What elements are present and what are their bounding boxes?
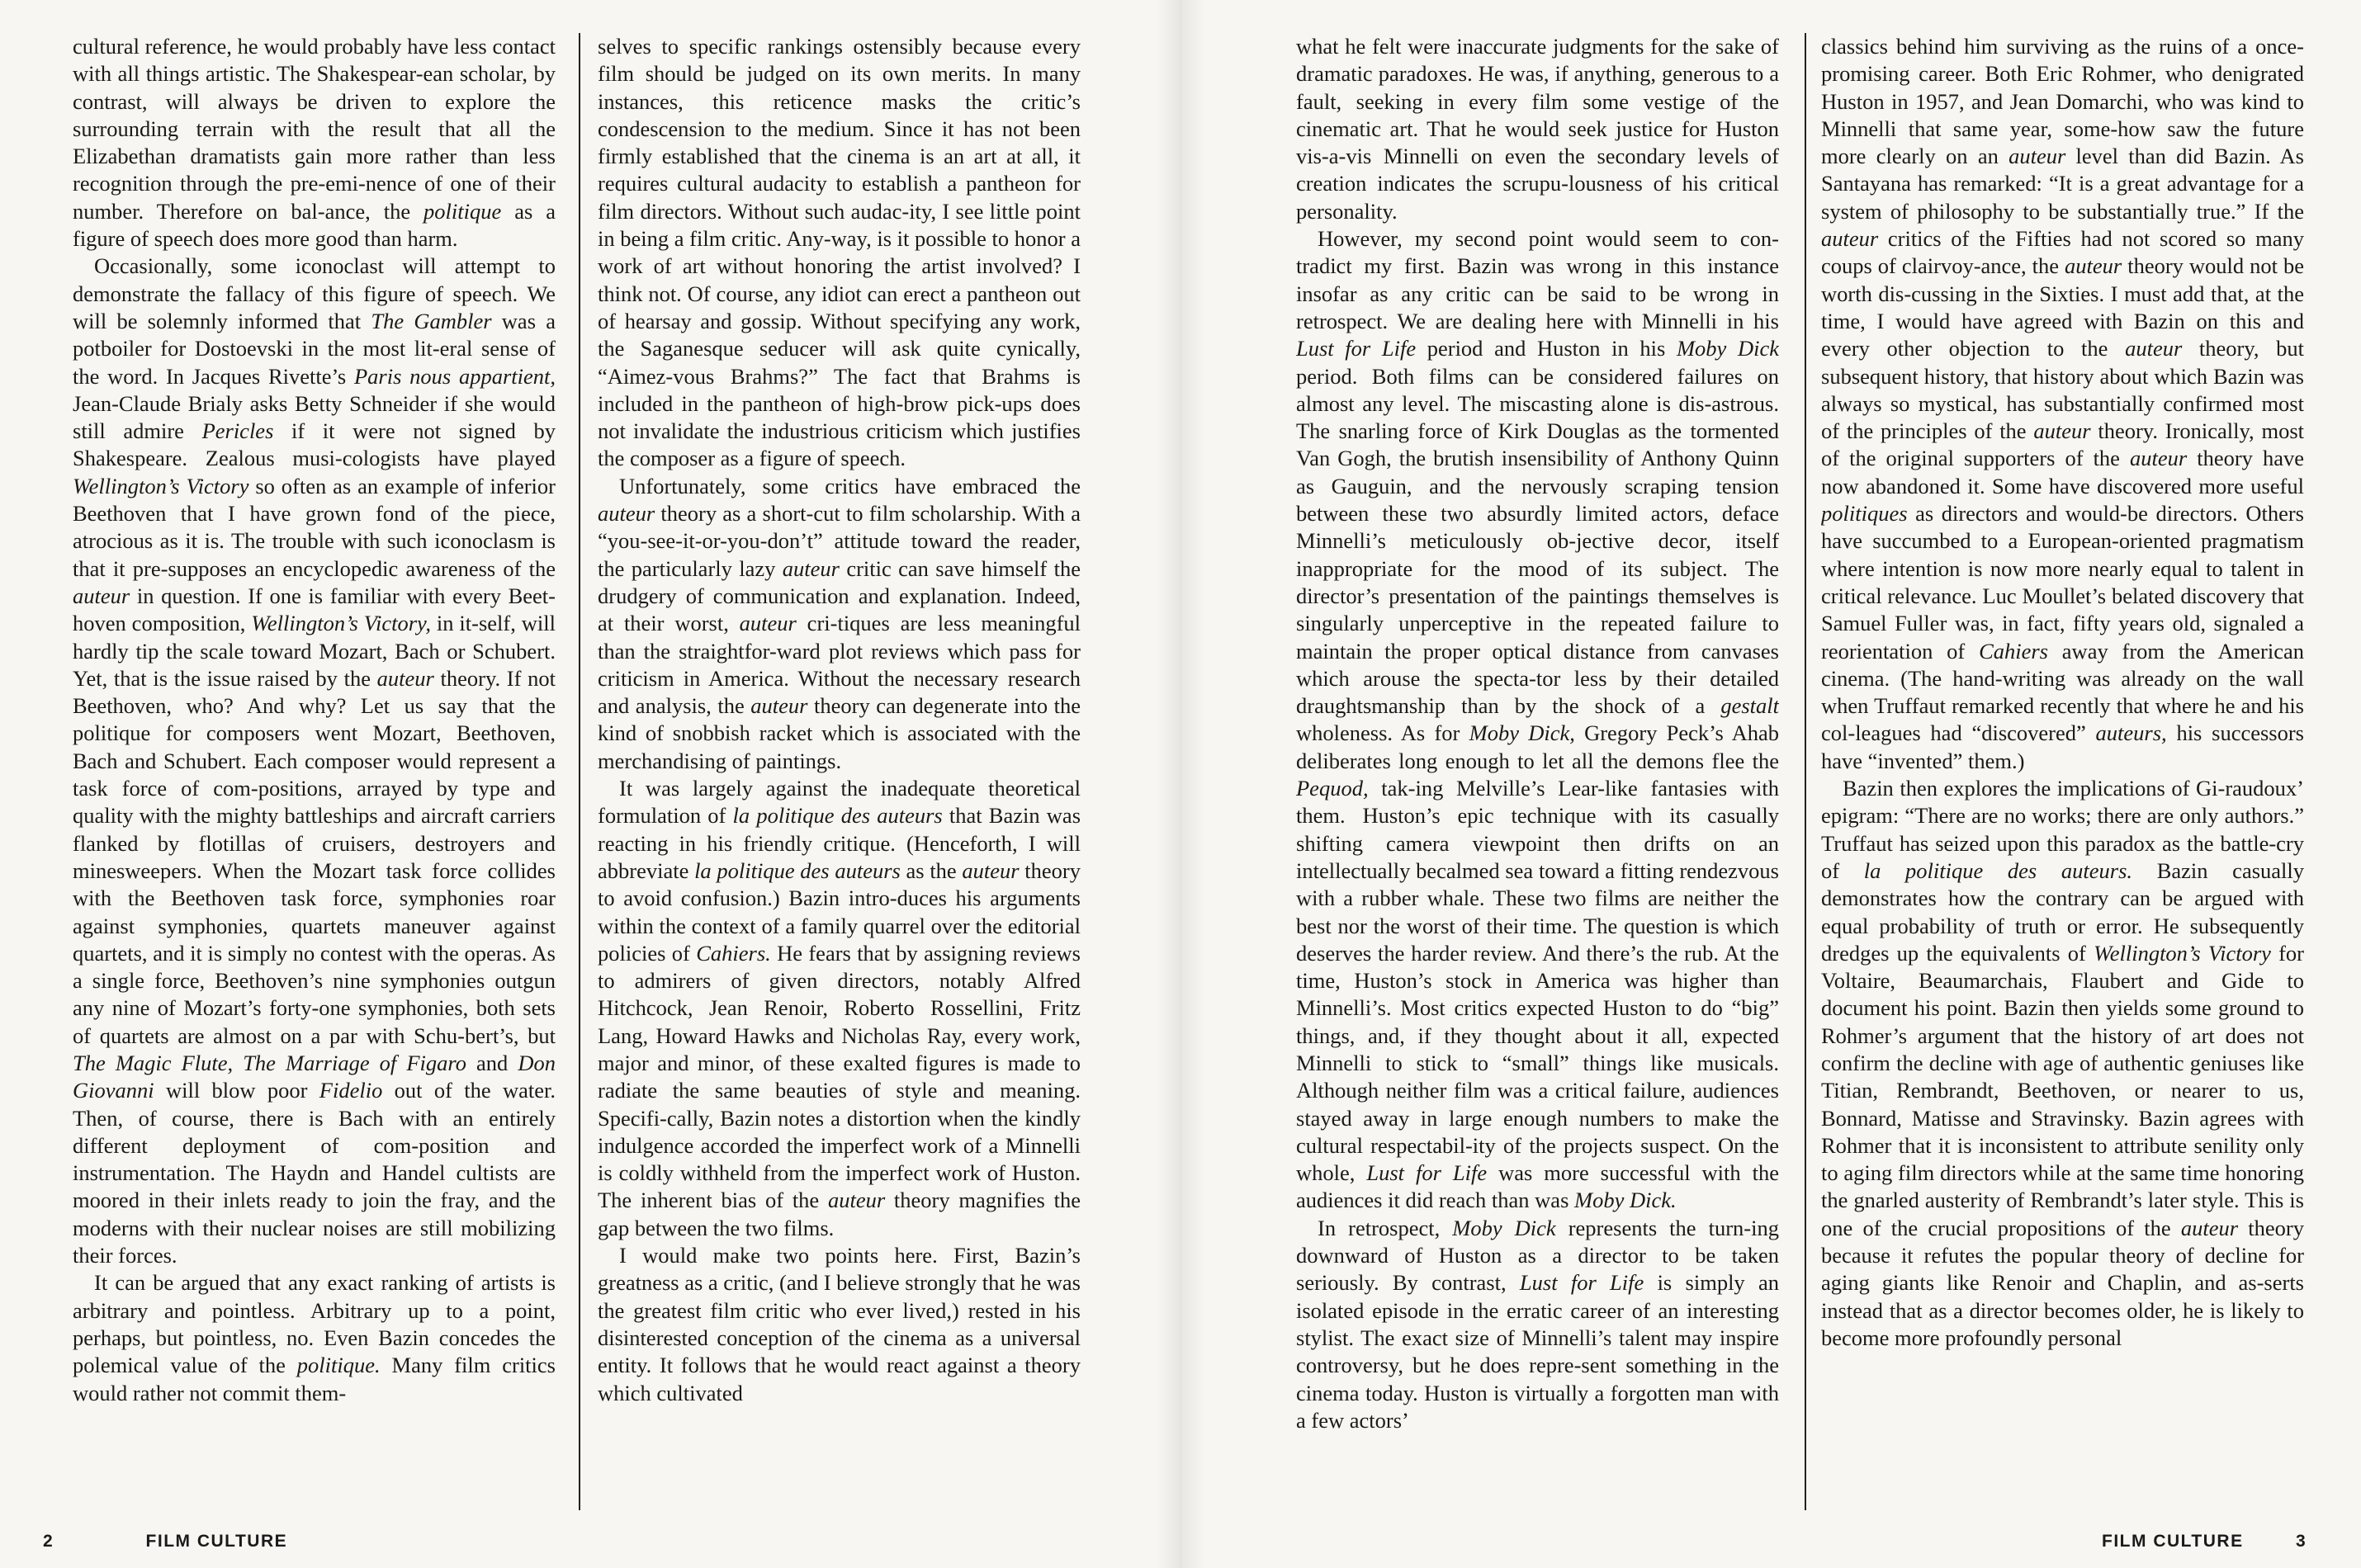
right-page [1180, 0, 2361, 1568]
paragraph: However, my second point would seem to con-tradict my first. Bazin was wrong in this instance insofar as any critic can be said to be wrong in retrospect. We are dealing here with Minnelli in his Lust for Life period and Huston in his Moby Dick period. Both films can be considered failures on almost any level. The miscasting alone is dis-astrous. The snarling force of Kirk Douglas as the tormented Van Gogh, the brutish insensibility of Anthony Quinn as Gauguin, and the nervously scraping tension between these two absurdly limited actors, deface Minnelli’s meticulously ob-jective decor, itself inappropriate for the mood of its subject. The director’s presentation of the paintings themselves is singularly unperceptive in the repeated failure to maintain the proper optical distance from canvases which arouse the specta-tor less by their detailed draughtsmanship than by the shock of a gestalt wholeness. As for Moby Dick, Gregory Peck’s Ahab deliberates long enough to let all the demons flee the Pequod, tak-ing Melville’s Lear-like fantasies with them. Huston’s epic technique with its casually shifting camera viewpoint then drifts on an intellectually becalmed sea toward a fitting rendezvous with a rubber whale. These two films are neither the best nor the worst of their time. The question is which deserves the harder review. And there’s the rub. At the time, Huston’s stock in America was higher than Minnelli’s. Most critics expected Huston to do “big” things, and, if they thought about it all, expected Minnelli to stick to “small” things like musicals. Although neither film was a critical failure, audiences stayed away in large enough numbers to make the cultural respectabil-ity of the projects suspect. On the whole, Lust for Life was more successful with the audiences it did reach than was Moby Dick. [1296, 226, 1779, 1213]
paragraph: Occasionally, some iconoclast will attempt to demonstrate the fallacy of this figure of speech. We will be solemnly informed that The Gambler was a potboiler for Dostoevski in the most lit-eral sense of the word. In Jacques Rivette’s Paris nous appartient, Jean-Claude Brialy asks Betty Schneider if she would still admire Pericles if it were not signed by Shakespeare. Zealous musi-cologists have played Wellington’s Victory so often as an example of inferior Beethoven that I have grown fond of the piece, atrocious as it is. The trouble with such iconoclasm is that it pre-supposes an encyclopedic awareness of the auteur in question. If one is familiar with every Beet-hoven composition, Wellington’s Victory, in it-self, will hardly tip the scale toward Mozart, Bach or Schubert. Yet, that is the issue raised by the auteur theory. If not Beethoven, who? And why? Let us say that the politique for composers went Mozart, Beethoven, Bach and Schubert. Each composer would represent a task force of com-positions, arrayed by type and quality with the mighty battleships and aircraft carriers flanked by flotillas of cruisers, destroyers and minesweepers. When the Mozart task force collides with the Beethoven task force, symphonies roar against symphonies, quartets maneuver against quartets, and it is simply no contest with the operas. As a single force, Beethoven’s nine symphonies outgun any nine of Mozart’s forty-one symphonies, both sets of quartets are almost on a par with Schu-bert’s, but The Magic Flute, The Marriage of Figaro and Don Giovanni will blow poor Fidelio out of the water. Then, of course, there is Bach with an entirely different deployment of com-position and instrumentation. The Haydn and Handel cultists are moored in their inlets ready to join the fray, and the moderns with their nuclear noises are still mobilizing their forces. [73, 253, 556, 1268]
page-number: 2 [43, 1532, 54, 1551]
paragraph: classics behind him surviving as the ruins of a once-promising career. Both Eric Rohmer, who denigrated Huston in 1957, and Jean Domarchi, who was kind to Minnelli that same year, some-how saw the future more clearly on an auteur level than did Bazin. As Santayana has remarked: “It is a great advantage for a system of philosophy to be substantially true.” If the auteur critics of the Fifties had not scored so many coups of clairvoy-ance, the auteur theory would not be worth dis-cussing in the Sixties. I must add that, at the time, I would have agreed with Bazin on this and every other objection to the auteur theory, but subsequent history, that history about which Bazin was always so mystical, has substantially confirmed most of the principles of the auteur theory. Ironically, most of the original supporters of the auteur theory have now abandoned it. Some have discovered more useful politiques as directors and would-be directors. Others have succumbed to a European-oriented pragmatism where intention is now more nearly equal to talent in critical relevance. Luc Moullet’s belated discovery that Samuel Fuller was, in fact, fifty years old, signaled a reorientation of Cahiers away from the American cinema. (The hand-writing was already on the wall when Truffaut remarked recently that where he and his col-leagues had “discovered” auteurs, his successors have “invented” them.) [1821, 34, 2304, 773]
left-page [0, 0, 1180, 1568]
page-number: 3 [2295, 1532, 2307, 1551]
right-page-column-1 [1296, 33, 1779, 1510]
paragraph: Bazin then explores the implications of Gi-raudoux’ epigram: “There are no works; there are only authors.” Truffaut has seized upon this paradox as the battle-cry of la politique des auteurs. Bazin casually demonstrates how the contrary can be argued with equal probability of truth or error. He subsequently dredges up the equivalents of Wellington’s Victory for Voltaire, Beaumarchais, Flaubert and Gide to document his point. Bazin then yields some ground to Rohmer’s argument that the history of art does not confirm the decline with age of authentic geniuses like Titian, Rembrandt, Beethoven, or nearer to us, Bonnard, Matisse and Stravinsky. Bazin agrees with Rohmer that it is inconsistent to attribute senility only to aging film directors while at the same time honoring the gnarled austerity of Rembrandt’s later style. This is one of the crucial propositions of the auteur theory because it refutes the popular theory of decline for aging giants like Renoir and Chaplin, and as-serts instead that as a director becomes older, he is likely to become more profoundly personal [1821, 776, 2304, 1350]
paragraph: I would make two points here. First, Bazin’s greatness as a critic, (and I believe strongly that he was the greatest film critic who ever lived,) rested in his disinterested conception of the cinema as a universal entity. It follows that he would react against a theory which cultivated [598, 1243, 1081, 1405]
running-footer: FILM CULTURE [145, 1532, 288, 1551]
paragraph: cultural reference, he would probably have less contact with all things artistic. The Shakespear-ean scholar, by contrast, will always be driven to explore the surrounding terrain with the result that all the Elizabethan dramatists gain more rather than less recognition through the pre-emi-nence of one of their number. Therefore on bal-ance, the politique as a figure of speech does more good than harm. [73, 34, 556, 252]
right-page-column-divider [1805, 33, 1806, 1510]
paragraph: Unfortunately, some critics have embraced the auteur theory as a short-cut to film scholarship. With a “you-see-it-or-you-don’t” attitude toward the reader, the particularly lazy auteur critic can save himself the drudgery of communication and explanation. Indeed, at their worst, auteur cri-tiques are less meaningful than the straightfor-ward plot reviews which pass for criticism in America. Without the necessary research and analysis, the auteur theory can degenerate into the kind of snobbish racket which is associated with the merchandising of paintings. [598, 473, 1081, 773]
right-page-footer [2102, 1532, 2307, 1551]
left-page-column-1 [73, 33, 556, 1510]
paragraph: what he felt were inaccurate judgments for the sake of dramatic paradoxes. He was, if anything, generous to a fault, seeking in every film some vestige of the cinematic art. That he would seek justice for Huston vis-a-vis Minnelli on even the secondary levels of creation indicates the scrupu-lousness of his critical personality. [1296, 34, 1779, 224]
paragraph: selves to specific rankings ostensibly because every film should be judged on its own merits. In many instances, this reticence masks the critic’s condescension to the medium. Since it has not been firmly established that the cinema is an art at all, it requires cultural audacity to establish a pantheon for film directors. Without such audac-ity, I see little point in being a film critic. Any-way, is it possible to honor a work of art without honoring the artist involved? I think not. Of course, any idiot can erect a pantheon out of hearsay and gossip. Without specifying any work, the Saganesque seducer will ask quite cynically, “Aimez-vous Brahms?” The fact that Brahms is included in the pantheon of high-brow pick-ups does not invalidate the industrious criticism which justifies the composer as a figure of speech. [598, 34, 1081, 471]
left-page-column-divider [579, 33, 580, 1510]
right-page-column-2 [1821, 33, 2304, 1510]
left-page-column-2 [598, 33, 1081, 1510]
paragraph: It was largely against the inadequate theoretical formulation of la politique des auteurs that Bazin was reacting in his friendly critique. (Henceforth, I will abbreviate la politique des auteurs as the auteur theory to avoid confusion.) Bazin intro-duces his arguments within the context of a family quarrel over the editorial policies of Cahiers. He fears that by assigning reviews to admirers of given directors, notably Alfred Hitchcock, Jean Renoir, Roberto Rossellini, Fritz Lang, Howard Hawks and Nicholas Ray, every work, major and minor, of these exalted figures is made to radiate the same beauties of style and meaning. Specifi-cally, Bazin notes a distortion when the kindly indulgence accorded the imperfect work of a Minnelli is coldly withheld from the imperfect work of Huston. The inherent bias of the auteur theory magnifies the gap between the two films. [598, 776, 1081, 1240]
running-footer: FILM CULTURE [2102, 1532, 2244, 1551]
paragraph: It can be argued that any exact ranking of artists is arbitrary and pointless. Arbitrary up to a point, perhaps, but pointless, no. Even Bazin concedes the polemical value of the politique. Many film critics would rather not commit them- [73, 1270, 556, 1405]
paragraph: In retrospect, Moby Dick represents the turn-ing downward of Huston as a director to be taken seriously. By contrast, Lust for Life is simply an isolated episode in the erratic career of an interesting stylist. The exact size of Minnelli’s talent may inspire controversy, but he does repre-sent something in the cinema today. Huston is virtually a forgotten man with a few actors’ [1296, 1215, 1779, 1433]
left-page-footer [43, 1532, 287, 1551]
